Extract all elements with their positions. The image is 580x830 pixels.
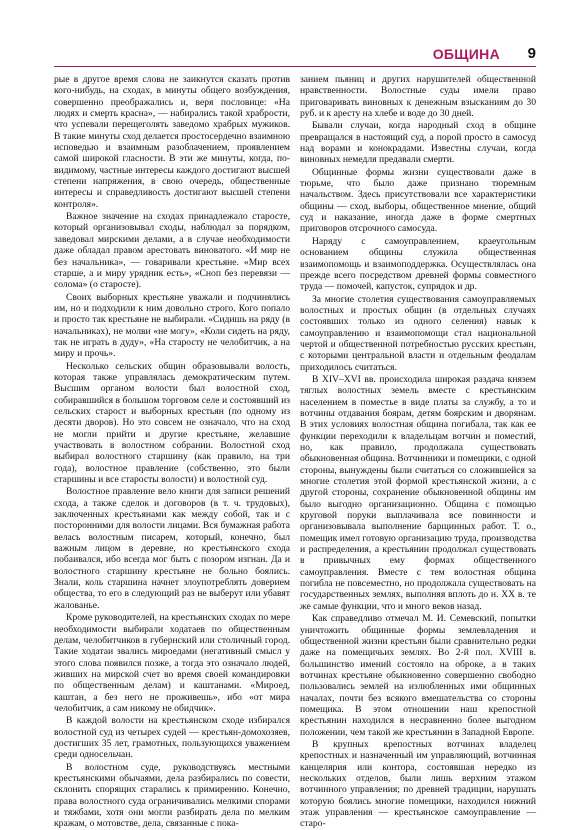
paragraph: Своих выборных крестьяне уважали и подчинялись им, но и подходили к ним довольно строго. Кого попало и просто так крестьяне не выбирали. «Сидишь на ряду (в начальниках), не молви «не могу», «Коли сидеть на ряду, так не играть в дуду», «На старосту не челобитчик, а на миру и прочь». [54,291,290,360]
paragraph: За многие столетия существования самоуправляемых волостных и простых общин (в отдельных случаях состоявших только из одного селения) навык к самоуправлению и взаимопомощи стал национальной чертой и общественной потребностью русских крестьян, с которыми центральной власти и отдельным феодалам приходилось считаться. [300,293,536,373]
paragraph: Как справедливо отмечал М. И. Семевский, попытки уничтожить общинные формы землевладения и общественной жизни крестьян были сравнительно редки даже на помещичьих землях. Во 2-й пол. XVIII в. большинство имений состояло на оброке, а в таких вотчинах крестьяне обыкновенно совершенно свободно пользовались землей на излюбленных ими общинных началах, почти без всякого вмешательства со стороны помещика. В этом отношении наш крепостной крестьянин находился в несравненно более выгодном положении, чем такой же крестьянин в Западной Европе. [300,613,536,738]
page-number: 9 [527,45,536,62]
left-column [54,74,290,830]
paragraph: занием пьяниц и других нарушителей общественной нравственности. Волостные суды имели право приговаривать виновных к денежным взысканиям до 30 руб. и к аресту на хлебе и воде до 30 дней. [300,74,536,120]
paragraph: Бывали случаи, когда народный сход в общине превращался в настоящий суд, а порой просто в самосуд над ворами и конокрадами. Известны случаи, когда виновных немедля предавали смерти. [300,120,536,166]
paragraph: Несколько сельских общин образовывали волость, которая также управлялась демократическим путем. Высшим органом волости был волостной сход, собиравшийся в большом торговом селе и состоявший из сельских старост и выборных крестьян (по одному из десяти дворов). Но это совсем не означало, что на сход не могли прийти и другие крестьяне, желавшие участвовать в волостном собрании. Волостной сход выбирал волостного старшину (как правило, на три года), волостное правление (собственно, это были старшины и все старосты волости) и волостной суд. [54,360,290,486]
paragraph: Волостное правление вело книги для записи решений схода, а также сделок и договоров (в т. ч. трудовых), заключенных крестьянами как между собой, так и с посторонними для волости лицами. Вся бумажная работа велась волостным писарем, который, конечно, был важным лицом в деревне, но крестьянского схода побаивался, ибо всегда мог быть с позором изгнан. Да и волостного старшину крестьяне не больно боялись. Знали, коль старшина начнет злоупотреблять доверием общества, то его в следующий раз не выберут или убавят жалованье. [54,486,290,611]
page-header [54,44,536,66]
header-rule [54,66,536,67]
paragraph: В XIV–XVI вв. происходила широкая раздача князем тяглых волостных земель вместе с крестьянским населением в поместье в виде платы за службу, а то и вотчины отдавания боярам, детям боярским и дворянам. В этих условиях волостная община погибала, так как ее функции переходили к владельцам вотчин и поместий, но, как правило, продолжала существовать обыкновенная община. Вотчинники и помещики, с одной стороны, вынуждены были считаться со сложившейся за многие столетия этой формой крестьянской жизни, а с другой стороны, сохранение обыкновенной общины им было выгодно организационно. Община с помощью круговой поруки выплачивала все повинности и организовывала выполнение барщинных работ. Т. о., помещик имел готовую организацию труда, производства и распределения, а крестьянин продолжал существовать в привычных ему формах общественного самоуправления. Вместе с тем волостная община погибла не повсеместно, но продолжала существовать на государственных землях, выполняя вплоть до н. XX в. те же самые функции, что и много веков назад. [300,373,536,612]
right-column [300,74,536,830]
paragraph: Наряду с самоуправлением, краеугольным основанием общины служила общественная взаимопомощь и взаимоподдержка. Осуществлялась она прежде всего посредством древней формы совместного труда — помочей, капусток, супрядок и др. [300,235,536,293]
paragraph: Важное значение на сходах принадлежало старосте, который организовывал сходы, наблюдал за порядком, заведовал мирскими делами, а в случае необходимости даже обладал правом арестовать виноватого. «И мир не без начальника», — говаривали крестьяне. «Мир всех старше, а и миру урядник есть», «Сноп без перевязи — солома» (о старосте). [54,211,290,291]
running-title: ОБЩИНА [432,46,500,62]
paragraph: Общинные формы жизни существовали даже в тюрьме, что было даже признано тюремным начальством. Здесь присутствовали все характеристики общины — сход, выборы, общественное мнение, общий суд и наказание, иногда даже в форме смертных приговоров отсрочного самосуда. [300,166,536,235]
paragraph: Кроме руководителей, на крестьянских сходах по мере необходимости выбирали ходатаев по общественным делам, челобитчиков в губернский или столичный город. Такие ходатаи звались мироедами (негативный смысл у этого слова появился позже, а тогда это означало людей, живших на мирской счет во время своей командировки по общественным делам) и каштанами. «Мироед, каштан, а без него не проживешь», ибо «от мира челобитчик, а сам никому не обидчик». [54,612,290,714]
paragraph: В крупных крепостных вотчинах владелец крепостных и назначенный им управляющий, вотчинная канцелярия или контора, состоявшая нередко из нескольких отделов, были лишь верхним этажом вотчинного управления; по древней традиции, нарушать которую боялись многие помещики, находился нижний этаж управления — крестьянское самоуправление — старо- [300,738,536,830]
paragraph: В каждой волости на крестьянском сходе избирался волостной суд из четырех судей — крестьян-домохозяев, достигших 35 лет, грамотных, пользующихся уважением среди односельчан. [54,715,290,761]
paragraph: В волостном суде, руководствуясь местными крестьянскими обычаями, дела разбирались по совести, склонить спорящих старались к примирению. Конечно, права волостного суда ограничивались мелкими спорами и тяжбами, хотя они могли разбирать дела по мелким кражам, о мотовстве, дела, связанные с пока- [54,761,290,830]
paragraph: рые в другое время слова не заикнутся сказать против кого-нибудь, на сходах, в минуты общего возбуждения, совершенно преображались и, веря пословице: «На людях и смерть красна», — набирались такой храбрости, что успевали перещеголять заведомо храбрых мужиков. В такие минуты сход делается простосердечно взаимною исповедью и взаимным разоблачением, проявлением самой широкой гласности. В эти же минуты, когда, по-видимому, частные интересы каждого достигают высшей степени напряжения, в свою очередь, общественные интересы и справедливость достигают высшей степени контроля». [54,74,290,210]
